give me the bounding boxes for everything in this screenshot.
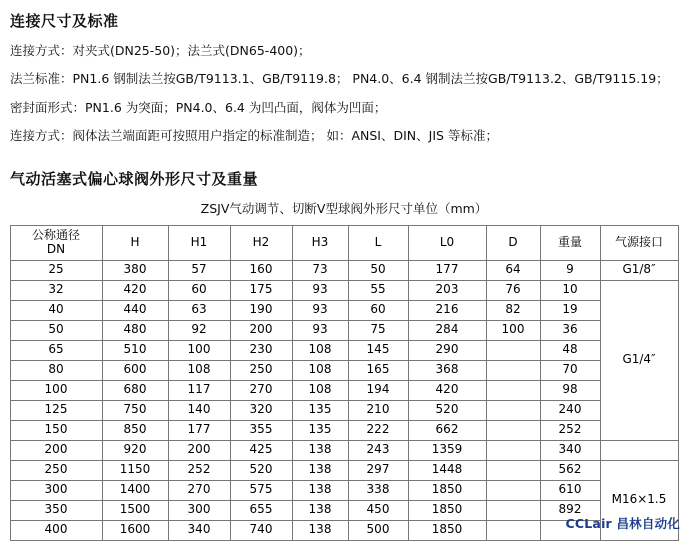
cell-h3: 138 xyxy=(292,460,348,480)
cell-air-port xyxy=(600,440,678,460)
cell-d: 82 xyxy=(486,300,540,320)
cell-l0: 520 xyxy=(408,400,486,420)
cell-h3: 138 xyxy=(292,500,348,520)
cell-air-port: G1/8″ xyxy=(600,260,678,280)
cell-h2: 575 xyxy=(230,480,292,500)
cell-l0: 1850 xyxy=(408,520,486,540)
cell-l0: 203 xyxy=(408,280,486,300)
cell-l0: 1850 xyxy=(408,480,486,500)
cell-d xyxy=(486,400,540,420)
cell-h1: 270 xyxy=(168,480,230,500)
cell-l: 55 xyxy=(348,280,408,300)
column-header-weight: 重量 xyxy=(540,225,600,260)
column-header-h3: H3 xyxy=(292,225,348,260)
cell-dn: 350 xyxy=(10,500,102,520)
column-header-h: H xyxy=(102,225,168,260)
cell-d: 100 xyxy=(486,320,540,340)
cell-l: 243 xyxy=(348,440,408,460)
column-header-air-port: 气源接口 xyxy=(600,225,678,260)
table-caption: ZSJV气动调节、切断V型球阀外形尺寸单位（mm） xyxy=(200,200,488,216)
cell-h2: 320 xyxy=(230,400,292,420)
cell-h: 680 xyxy=(102,380,168,400)
cell-l0: 177 xyxy=(408,260,486,280)
cell-h1: 177 xyxy=(168,420,230,440)
table-row xyxy=(10,480,678,500)
cell-h1: 200 xyxy=(168,440,230,460)
cell-h1: 57 xyxy=(168,260,230,280)
cell-l: 194 xyxy=(348,380,408,400)
cell-l: 60 xyxy=(348,300,408,320)
cell-weight: 19 xyxy=(540,300,600,320)
cell-h2: 425 xyxy=(230,440,292,460)
watermark-brand-cn: 昌林自动化 xyxy=(616,516,680,531)
cell-h2: 270 xyxy=(230,380,292,400)
cell-h3: 73 xyxy=(292,260,348,280)
paragraph-custom-standard: 连接方式：阀体法兰端面距可按照用户指定的标准制造； 如：ANSI、DIN、JIS 等标准； xyxy=(10,128,498,144)
cell-l0: 662 xyxy=(408,420,486,440)
cell-h1: 300 xyxy=(168,500,230,520)
cell-h: 440 xyxy=(102,300,168,320)
cell-d xyxy=(486,380,540,400)
cell-h1: 60 xyxy=(168,280,230,300)
cell-h3: 93 xyxy=(292,320,348,340)
cell-dn: 80 xyxy=(10,360,102,380)
cell-d xyxy=(486,340,540,360)
column-header-dn xyxy=(10,225,102,260)
cell-dn: 65 xyxy=(10,340,102,360)
section-title-connection: 连接尺寸及标准 xyxy=(10,12,119,30)
cell-dn: 200 xyxy=(10,440,102,460)
cell-weight: 36 xyxy=(540,320,600,340)
table-row xyxy=(10,380,678,400)
column-header-l0: L0 xyxy=(408,225,486,260)
cell-dn: 32 xyxy=(10,280,102,300)
cell-h1: 63 xyxy=(168,300,230,320)
cell-dn: 100 xyxy=(10,380,102,400)
cell-h: 380 xyxy=(102,260,168,280)
column-header-h1: H1 xyxy=(168,225,230,260)
table-row xyxy=(10,460,678,480)
cell-air-port: M16×1.5 xyxy=(600,460,678,540)
cell-h2: 740 xyxy=(230,520,292,540)
cell-dn: 125 xyxy=(10,400,102,420)
cell-dn: 25 xyxy=(10,260,102,280)
paragraph-flange-standard: 法兰标准：PN1.6 钢制法兰按GB/T9113.1、GB/T9119.8； PN4.0、6.4 钢制法兰按GB/T9113.2、GB/T9115.19； xyxy=(10,71,669,87)
cell-d: 64 xyxy=(486,260,540,280)
cell-weight: 70 xyxy=(540,360,600,380)
column-header-d: D xyxy=(486,225,540,260)
cell-l: 338 xyxy=(348,480,408,500)
cell-l0: 216 xyxy=(408,300,486,320)
cell-d xyxy=(486,440,540,460)
cell-d xyxy=(486,420,540,440)
cell-l0: 1850 xyxy=(408,500,486,520)
cell-h2: 250 xyxy=(230,360,292,380)
cell-weight: 98 xyxy=(540,380,600,400)
cell-d xyxy=(486,500,540,520)
table-row xyxy=(10,420,678,440)
column-header-dn-line2: DN xyxy=(46,241,66,256)
cell-d xyxy=(486,460,540,480)
cell-h2: 160 xyxy=(230,260,292,280)
cell-h2: 230 xyxy=(230,340,292,360)
section-title-dimensions: 气动活塞式偏心球阀外形尺寸及重量 xyxy=(10,169,259,188)
cell-h1: 340 xyxy=(168,520,230,540)
cell-h2: 655 xyxy=(230,500,292,520)
cell-l: 222 xyxy=(348,420,408,440)
cell-h: 1500 xyxy=(102,500,168,520)
paragraph-connection-type: 连接方式：对夹式(DN25-50)；法兰式(DN65-400)； xyxy=(10,43,311,58)
cell-l: 500 xyxy=(348,520,408,540)
cell-l0: 284 xyxy=(408,320,486,340)
cell-h3: 138 xyxy=(292,520,348,540)
cell-h: 850 xyxy=(102,420,168,440)
cell-h3: 135 xyxy=(292,420,348,440)
watermark-brand-en: CCLair xyxy=(565,516,612,531)
cell-h1: 252 xyxy=(168,460,230,480)
cell-weight: 610 xyxy=(540,480,600,500)
cell-weight: 562 xyxy=(540,460,600,480)
cell-weight: 48 xyxy=(540,340,600,360)
cell-l: 297 xyxy=(348,460,408,480)
cell-dn: 300 xyxy=(10,480,102,500)
table-row xyxy=(10,340,678,360)
cell-weight: 252 xyxy=(540,420,600,440)
cell-h: 1150 xyxy=(102,460,168,480)
cell-d xyxy=(486,520,540,540)
cell-dn: 250 xyxy=(10,460,102,480)
cell-l: 165 xyxy=(348,360,408,380)
cell-weight: 240 xyxy=(540,400,600,420)
cell-h: 510 xyxy=(102,340,168,360)
cell-dn: 40 xyxy=(10,300,102,320)
cell-l: 450 xyxy=(348,500,408,520)
watermark-brand xyxy=(566,514,680,532)
cell-dn: 150 xyxy=(10,420,102,440)
cell-dn: 50 xyxy=(10,320,102,340)
cell-h3: 108 xyxy=(292,380,348,400)
table-row xyxy=(10,260,678,280)
cell-h: 1600 xyxy=(102,520,168,540)
cell-dn: 400 xyxy=(10,520,102,540)
cell-h: 600 xyxy=(102,360,168,380)
cell-h: 420 xyxy=(102,280,168,300)
cell-h1: 92 xyxy=(168,320,230,340)
cell-weight: 9 xyxy=(540,260,600,280)
cell-h2: 520 xyxy=(230,460,292,480)
cell-h3: 108 xyxy=(292,360,348,380)
cell-l0: 290 xyxy=(408,340,486,360)
cell-h3: 135 xyxy=(292,400,348,420)
cell-h3: 108 xyxy=(292,340,348,360)
table-row xyxy=(10,400,678,420)
cell-h2: 355 xyxy=(230,420,292,440)
table-row xyxy=(10,360,678,380)
cell-h: 920 xyxy=(102,440,168,460)
cell-l: 75 xyxy=(348,320,408,340)
table-row xyxy=(10,440,678,460)
cell-l0: 368 xyxy=(408,360,486,380)
cell-l: 210 xyxy=(348,400,408,420)
cell-h1: 117 xyxy=(168,380,230,400)
cell-weight: 892 xyxy=(540,500,600,520)
cell-h3: 93 xyxy=(292,280,348,300)
column-header-h2: H2 xyxy=(230,225,292,260)
table-header-row xyxy=(10,225,678,260)
cell-d xyxy=(486,480,540,500)
cell-h1: 108 xyxy=(168,360,230,380)
table-row xyxy=(10,280,678,300)
cell-weight: 340 xyxy=(540,440,600,460)
cell-h2: 200 xyxy=(230,320,292,340)
column-header-dn-line1: 公称通径 xyxy=(31,227,80,242)
dimensions-table xyxy=(10,225,679,541)
cell-l: 50 xyxy=(348,260,408,280)
cell-air-port: G1/4″ xyxy=(600,280,678,440)
cell-h2: 190 xyxy=(230,300,292,320)
cell-h: 480 xyxy=(102,320,168,340)
cell-d: 76 xyxy=(486,280,540,300)
cell-h3: 138 xyxy=(292,480,348,500)
cell-l0: 1448 xyxy=(408,460,486,480)
paragraph-seal-face: 密封面形式：PN1.6 为突面；PN4.0、6.4 为凹凸面，阀体为凹面； xyxy=(10,99,387,115)
cell-l0: 420 xyxy=(408,380,486,400)
cell-h1: 140 xyxy=(168,400,230,420)
cell-h1: 100 xyxy=(168,340,230,360)
table-row xyxy=(10,300,678,320)
cell-h3: 138 xyxy=(292,440,348,460)
column-header-l: L xyxy=(348,225,408,260)
table-row xyxy=(10,320,678,340)
cell-weight: 10 xyxy=(540,280,600,300)
cell-h: 750 xyxy=(102,400,168,420)
cell-h: 1400 xyxy=(102,480,168,500)
cell-l: 145 xyxy=(348,340,408,360)
cell-l0: 1359 xyxy=(408,440,486,460)
cell-h3: 93 xyxy=(292,300,348,320)
cell-h2: 175 xyxy=(230,280,292,300)
cell-d xyxy=(486,360,540,380)
